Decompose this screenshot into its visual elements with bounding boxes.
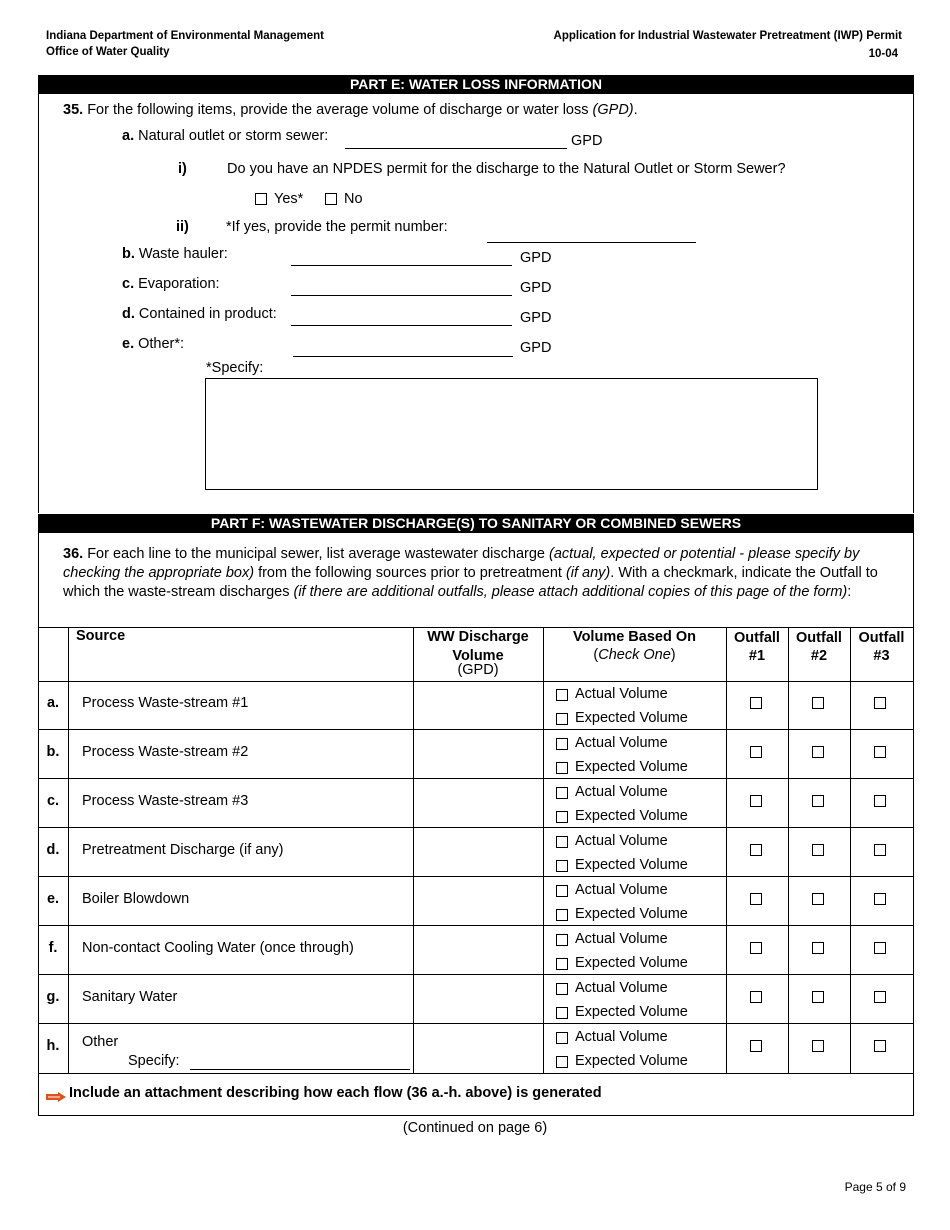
outfall-3-checkbox[interactable] xyxy=(874,697,886,709)
item-e: e. Other*: xyxy=(122,336,185,352)
row-letter: a. xyxy=(46,695,60,711)
outfall-1-checkbox[interactable] xyxy=(750,746,762,758)
actual-volume-checkbox[interactable] xyxy=(556,738,568,750)
evaporation-input[interactable] xyxy=(291,295,512,296)
row-letter: c. xyxy=(46,793,60,809)
outfall-3-checkbox[interactable] xyxy=(874,1040,886,1052)
expected-volume-checkbox[interactable] xyxy=(556,811,568,823)
sub-ii-label: ii) xyxy=(176,219,189,235)
actual-volume-checkbox[interactable] xyxy=(556,689,568,701)
row-source: Sanitary Water xyxy=(82,989,178,1005)
item-b: b. Waste hauler: xyxy=(122,246,228,262)
outfall-3-checkbox[interactable] xyxy=(874,844,886,856)
col-outfall-1: Outfall #1 xyxy=(734,630,780,664)
ww-volume-input[interactable] xyxy=(414,731,543,778)
expected-volume-checkbox[interactable] xyxy=(556,1056,568,1068)
specify-label: *Specify: xyxy=(206,360,264,376)
ww-volume-input[interactable] xyxy=(414,1025,543,1072)
row-source: Other xyxy=(82,1034,119,1050)
row-divider xyxy=(38,876,914,877)
expected-volume-label: Expected Volume xyxy=(575,1053,688,1069)
actual-volume-label: Actual Volume xyxy=(575,833,668,849)
npdes-question: Do you have an NPDES permit for the discharge to the Natural Outlet or Storm Sewer? xyxy=(227,161,786,177)
row-divider xyxy=(38,1023,914,1024)
ww-volume-input[interactable] xyxy=(414,829,543,876)
col-outfall-3: Outfall #3 xyxy=(858,630,905,664)
part-e-title: PART E: WATER LOSS INFORMATION xyxy=(38,75,914,94)
expected-volume-label: Expected Volume xyxy=(575,759,688,775)
expected-volume-label: Expected Volume xyxy=(575,906,688,922)
outfall-3-checkbox[interactable] xyxy=(874,942,886,954)
part-f-title: PART F: WASTEWATER DISCHARGE(S) TO SANITARY OR COMBINED SEWERS xyxy=(38,514,914,533)
permit-number-question: *If yes, provide the permit number: xyxy=(226,219,448,235)
agency-name: Indiana Department of Environmental Management xyxy=(46,30,324,42)
outfall-1-checkbox[interactable] xyxy=(750,1040,762,1052)
q35-text: 35. For the following items, provide the average volume of discharge or water loss (GPD). xyxy=(63,102,638,118)
row-divider xyxy=(38,827,914,828)
other-input[interactable] xyxy=(293,356,513,357)
row-divider xyxy=(38,778,914,779)
expected-volume-checkbox[interactable] xyxy=(556,909,568,921)
row-source: Non-contact Cooling Water (once through) xyxy=(82,940,354,956)
actual-volume-label: Actual Volume xyxy=(575,931,668,947)
actual-volume-label: Actual Volume xyxy=(575,784,668,800)
q36-text: 36. For each line to the municipal sewer, list average wastewater discharge (actual, expected or potential - please specify by checking the appropriate box) from the following sources prior to pretreatment (if any). With a checkmark, indicate the Outfall to which the waste-stream discharges (if there are additional outfalls, please attach additional copies of this page of the form): xyxy=(63,546,878,600)
outfall-3-checkbox[interactable] xyxy=(874,893,886,905)
permit-number-input[interactable] xyxy=(487,242,696,243)
unit-c: GPD xyxy=(520,280,552,296)
expected-volume-label: Expected Volume xyxy=(575,1004,688,1020)
row-letter: f. xyxy=(48,940,58,956)
ww-volume-input[interactable] xyxy=(414,780,543,827)
unit-a: GPD xyxy=(571,133,603,149)
arrow-pointer-icon xyxy=(46,1089,66,1099)
col-volume-based-on: Volume Based On (Check One) xyxy=(572,629,696,663)
actual-volume-checkbox[interactable] xyxy=(556,885,568,897)
outfall-1-checkbox[interactable] xyxy=(750,795,762,807)
col-outfall-2: Outfall #2 xyxy=(796,630,842,664)
outfall-2-checkbox[interactable] xyxy=(812,1040,824,1052)
office-name: Office of Water Quality xyxy=(46,46,170,58)
actual-volume-label: Actual Volume xyxy=(575,1029,668,1045)
continued-note: (Continued on page 6) xyxy=(402,1120,548,1136)
actual-volume-checkbox[interactable] xyxy=(556,934,568,946)
actual-volume-label: Actual Volume xyxy=(575,735,668,751)
actual-volume-label: Actual Volume xyxy=(575,980,668,996)
yes-checkbox[interactable] xyxy=(255,193,267,205)
page-number: Page 5 of 9 xyxy=(844,1180,906,1194)
row-source: Process Waste-stream #3 xyxy=(82,793,249,809)
row-letter: h. xyxy=(46,1038,60,1054)
row-source: Pretreatment Discharge (if any) xyxy=(82,842,284,858)
row-source: Process Waste-stream #1 xyxy=(82,695,249,711)
actual-volume-checkbox[interactable] xyxy=(556,983,568,995)
expected-volume-checkbox[interactable] xyxy=(556,1007,568,1019)
row-letter: g. xyxy=(46,989,60,1005)
outfall-3-checkbox[interactable] xyxy=(874,746,886,758)
row-letter: b. xyxy=(46,744,60,760)
natural-outlet-input[interactable] xyxy=(345,148,567,149)
contained-in-product-input[interactable] xyxy=(291,325,512,326)
ww-volume-input[interactable] xyxy=(414,927,543,974)
outfall-1-checkbox[interactable] xyxy=(750,697,762,709)
expected-volume-label: Expected Volume xyxy=(575,955,688,971)
row-letter: e. xyxy=(46,891,60,907)
waste-hauler-input[interactable] xyxy=(291,265,512,266)
outfall-2-checkbox[interactable] xyxy=(812,893,824,905)
specify-textarea[interactable] xyxy=(205,378,818,490)
col-ww-discharge: WW Discharge Volume (GPD) xyxy=(427,629,529,678)
yes-label: Yes* xyxy=(274,191,304,207)
row-letter: d. xyxy=(46,842,60,858)
outfall-1-checkbox[interactable] xyxy=(750,942,762,954)
expected-volume-label: Expected Volume xyxy=(575,808,688,824)
actual-volume-label: Actual Volume xyxy=(575,882,668,898)
ww-volume-input[interactable] xyxy=(414,682,543,729)
item-d: d. Contained in product: xyxy=(122,306,277,322)
row-source: Process Waste-stream #2 xyxy=(82,744,249,760)
unit-d: GPD xyxy=(520,310,552,326)
row-source: Boiler Blowdown xyxy=(82,891,190,907)
expected-volume-checkbox[interactable] xyxy=(556,860,568,872)
actual-volume-checkbox[interactable] xyxy=(556,787,568,799)
outfall-2-checkbox[interactable] xyxy=(812,942,824,954)
outfall-2-checkbox[interactable] xyxy=(812,991,824,1003)
outfall-1-checkbox[interactable] xyxy=(750,991,762,1003)
form-number: 10-04 xyxy=(868,48,898,60)
outfall-1-checkbox[interactable] xyxy=(750,844,762,856)
no-label: No xyxy=(344,191,363,207)
other-specify-input[interactable] xyxy=(190,1069,410,1070)
outfall-2-checkbox[interactable] xyxy=(812,844,824,856)
other-specify-label: Specify: xyxy=(128,1053,180,1069)
expected-volume-checkbox[interactable] xyxy=(556,713,568,725)
outfall-2-checkbox[interactable] xyxy=(812,746,824,758)
outfall-3-checkbox[interactable] xyxy=(874,991,886,1003)
expected-volume-checkbox[interactable] xyxy=(556,762,568,774)
actual-volume-checkbox[interactable] xyxy=(556,1032,568,1044)
sub-i-label: i) xyxy=(178,161,187,177)
expected-volume-label: Expected Volume xyxy=(575,857,688,873)
outfall-2-checkbox[interactable] xyxy=(812,795,824,807)
row-divider xyxy=(38,925,914,926)
col-source: Source xyxy=(76,628,126,644)
outfall-3-checkbox[interactable] xyxy=(874,795,886,807)
row-divider xyxy=(38,729,914,730)
row-divider xyxy=(38,974,914,975)
no-checkbox[interactable] xyxy=(325,193,337,205)
unit-b: GPD xyxy=(520,250,552,266)
expected-volume-checkbox[interactable] xyxy=(556,958,568,970)
outfall-1-checkbox[interactable] xyxy=(750,893,762,905)
actual-volume-checkbox[interactable] xyxy=(556,836,568,848)
ww-volume-input[interactable] xyxy=(414,976,543,1023)
item-c: c. Evaporation: xyxy=(122,276,220,292)
item-a: a. Natural outlet or storm sewer: xyxy=(122,128,329,144)
attachment-note: Include an attachment describing how each flow (36 a.-h. above) is generated xyxy=(69,1085,602,1101)
form-title: Application for Industrial Wastewater Pretreatment (IWP) Permit xyxy=(553,30,902,42)
expected-volume-label: Expected Volume xyxy=(575,710,688,726)
actual-volume-label: Actual Volume xyxy=(575,686,668,702)
ww-volume-input[interactable] xyxy=(414,878,543,925)
unit-e: GPD xyxy=(520,340,552,356)
outfall-2-checkbox[interactable] xyxy=(812,697,824,709)
